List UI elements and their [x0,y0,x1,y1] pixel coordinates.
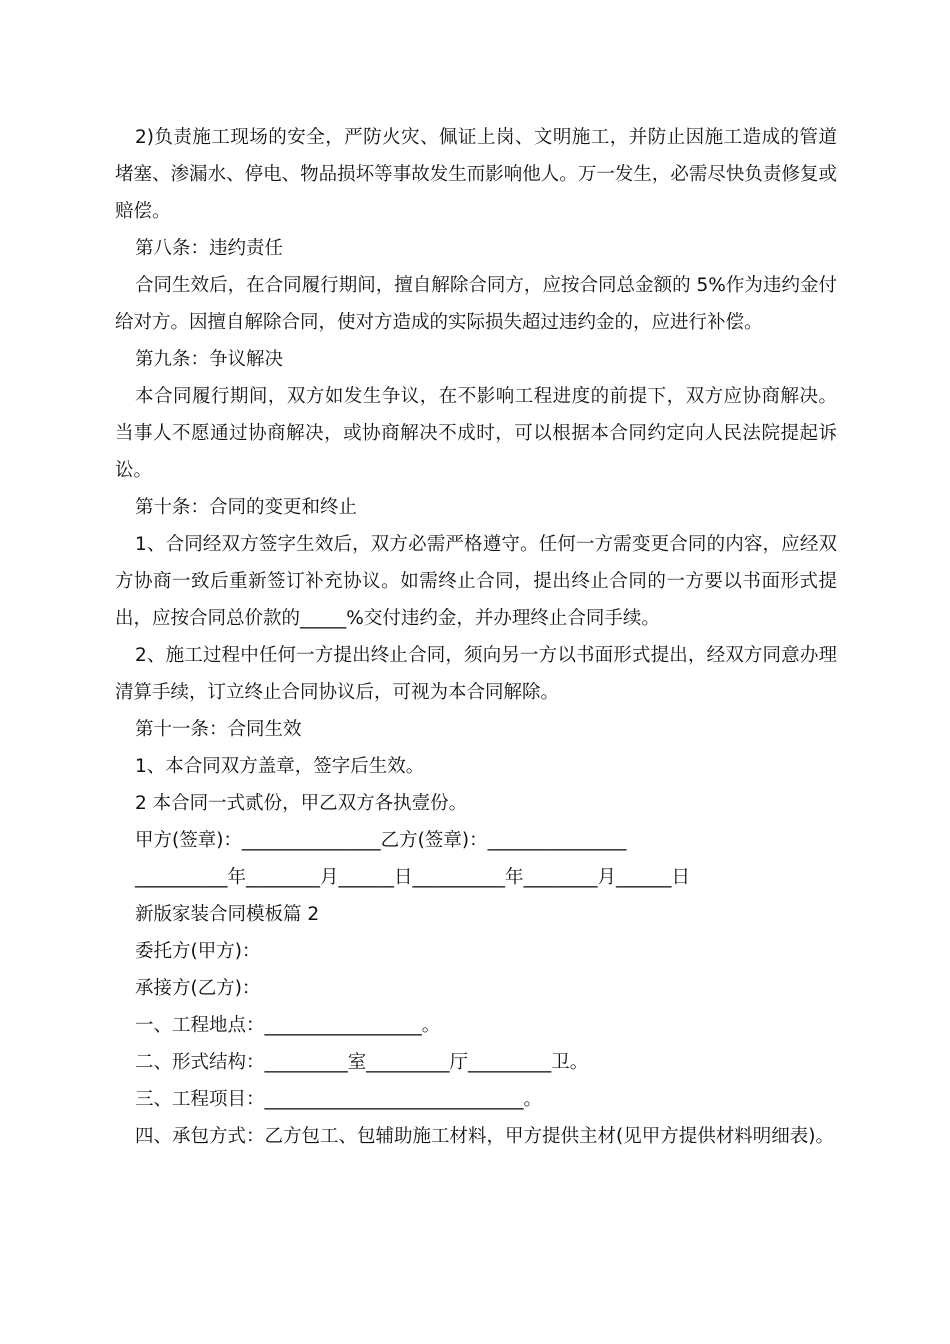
article-8-heading: 第八条：违约责任 [135,238,284,259]
paragraph-contract-change: 1、合同经双方签字生效后，双方必需严格遵守。任何一方需变更合同的内容，应经双方协商一致后重新签订补充协议。如需终止合同，提出终止合同的一方要以书面形式提出，应按合同总价款的_____%交付违约金，并办理终止合同手续。 [115,534,837,629]
paragraph-contract-termination: 2、施工过程中任何一方提出终止合同，须向另一方以书面形式提出，经双方同意办理清算手续，订立终止合同协议后，可视为本合同解除。 [115,645,837,703]
paragraph-breach-liability: 合同生效后，在合同履行期间，擅自解除合同方，应按合同总金额的 5%作为违约金付给对方。因擅自解除合同，使对方造成的实际损失超过违约金的，应进行补偿。 [115,275,837,333]
client-party-line: 委托方(甲方)： [135,941,261,962]
date-line: __________年________月______日__________年________月______日 [135,867,691,888]
paragraph-safety-responsibility: 2)负责施工现场的安全，严防火灾、佩证上岗、文明施工，并防止因施工造成的管道堵塞、渗漏水、停电、物品损坏等事故发生而影响他人。万一发生，必需尽快负责修复或赔偿。 [115,127,837,222]
article-10-heading: 第十条：合同的变更和终止 [135,497,358,518]
article-11-heading: 第十一条：合同生效 [135,719,302,740]
contracting-method-paragraph: 四、承包方式：乙方包工、包辅助施工材料，甲方提供主材(见甲方提供材料明细表)。 [135,1126,834,1147]
template-2-title: 新版家装合同模板篇 2 [135,904,320,925]
paragraph-dispute-resolution: 本合同履行期间，双方如发生争议，在不影响工程进度的前提下，双方应协商解决。当事人不愿通过协商解决，或协商解决不成时，可以根据本合同约定向人民法院提起诉讼。 [115,386,837,481]
paragraph-effective-clause-2: 2 本合同一式贰份，甲乙双方各执壹份。 [135,793,468,814]
contractor-party-line: 承接方(乙方)： [135,978,261,999]
project-items-line: 三、工程项目：____________________________。 [135,1089,543,1110]
article-9-heading: 第九条：争议解决 [135,349,284,370]
signature-line: 甲方(签章)：_______________乙方(签章)：_______________ [135,830,627,851]
document-body [115,119,837,1155]
project-location-line: 一、工程地点：_________________。 [135,1015,441,1036]
paragraph-effective-clause-1: 1、本合同双方盖章，签字后生效。 [135,756,425,777]
structure-form-line: 二、形式结构：_________室_________厅_________卫。 [135,1052,589,1073]
